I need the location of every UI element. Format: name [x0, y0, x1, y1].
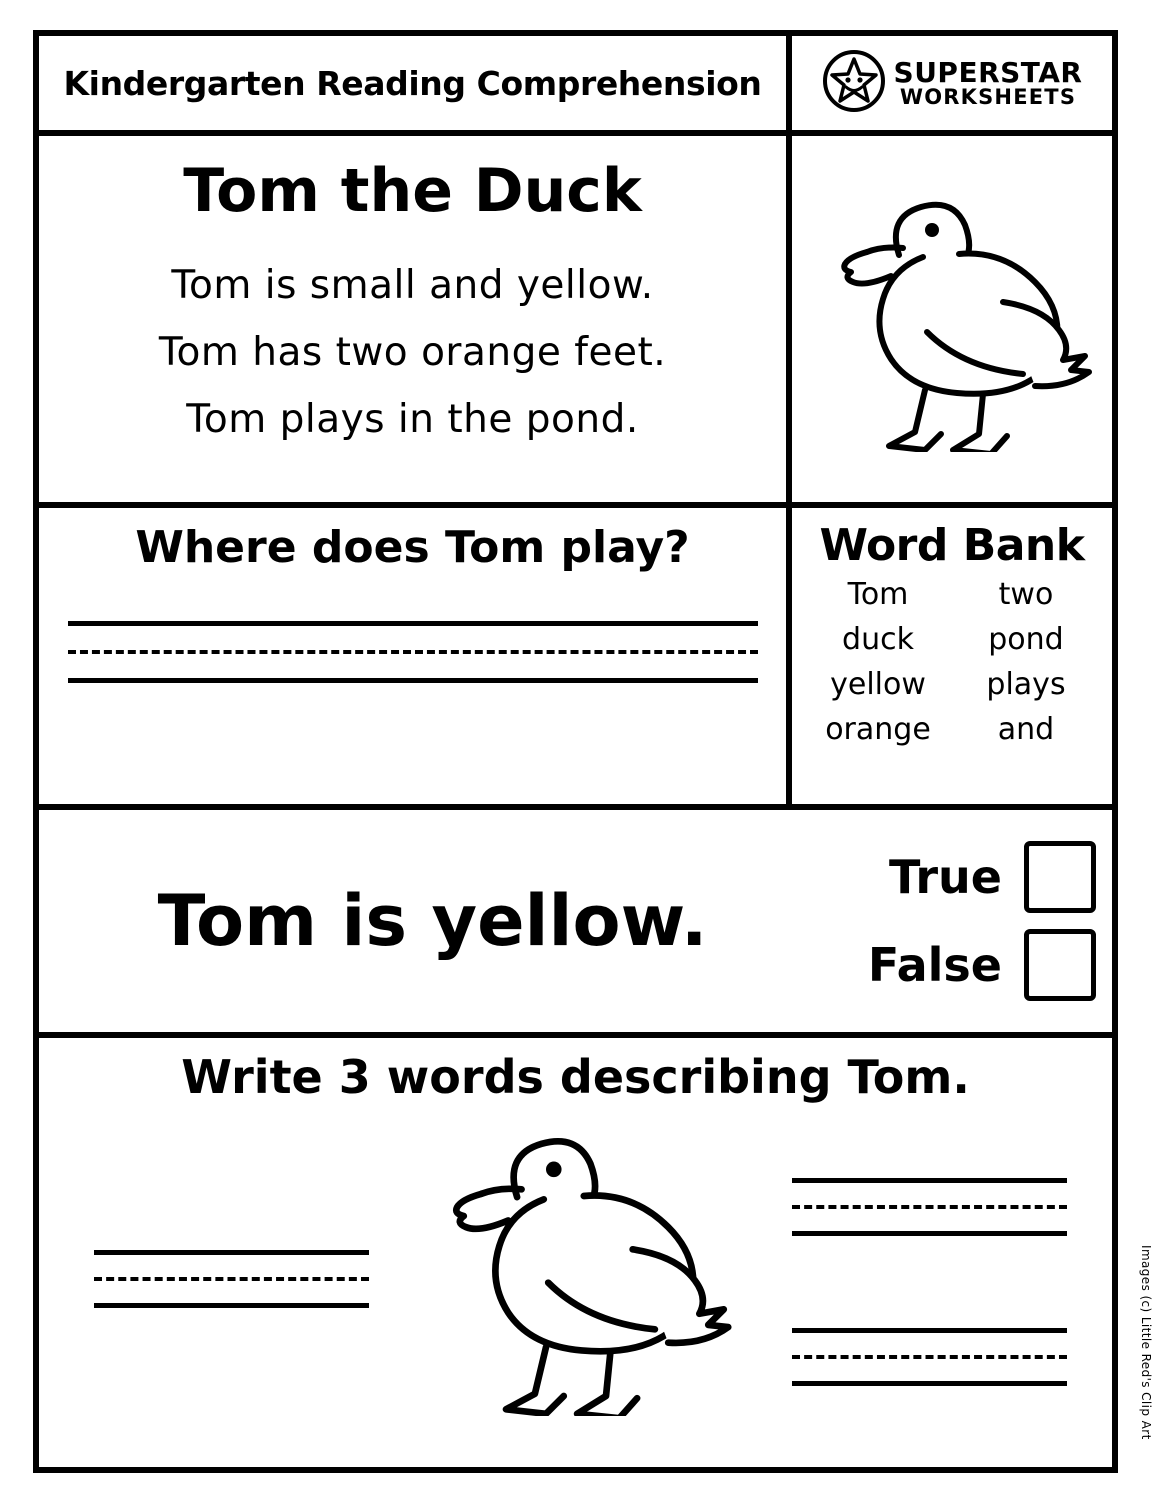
word-bank-item: two — [998, 577, 1054, 612]
word-bank-item: yellow — [830, 667, 926, 702]
writing-line-mid — [94, 1277, 369, 1281]
true-label: True — [889, 850, 1002, 904]
writing-line-bottom — [68, 678, 758, 683]
story-title: Tom the Duck — [183, 156, 642, 226]
describing-word-lines-right-bottom[interactable] — [792, 1328, 1067, 1386]
true-false-options — [806, 841, 1096, 1001]
writing-line-mid — [792, 1355, 1067, 1359]
true-option-row[interactable] — [806, 841, 1096, 913]
write-words-section — [39, 1038, 1112, 1463]
writing-line-top — [68, 621, 758, 626]
page-title: Kindergarten Reading Comprehension — [63, 63, 762, 103]
brand-logo — [792, 36, 1112, 130]
question-cell — [39, 508, 792, 804]
describing-word-lines-left[interactable] — [94, 1250, 369, 1308]
word-bank-item: and — [997, 712, 1055, 747]
story-text-cell — [39, 136, 792, 502]
brand-name-line1: SUPERSTAR — [893, 55, 1083, 89]
true-false-section — [39, 810, 1112, 1038]
word-bank-item: pond — [988, 622, 1064, 657]
answer-writing-lines[interactable] — [68, 621, 758, 683]
word-bank-title: Word Bank — [819, 520, 1085, 571]
writing-line-top — [792, 1328, 1067, 1333]
true-checkbox[interactable] — [1024, 841, 1096, 913]
false-checkbox[interactable] — [1024, 929, 1096, 1001]
story-line-2: Tom has two orange feet. — [158, 330, 667, 376]
writing-line-bottom — [792, 1231, 1067, 1236]
header-title-cell — [39, 36, 792, 130]
write-words-prompt: Write 3 words describing Tom. — [181, 1050, 970, 1104]
brand-name-line2: WORKSHEETS — [899, 84, 1077, 109]
writing-line-top — [94, 1250, 369, 1255]
image-credit: Images (c) Little Red's Clip Art — [1139, 1245, 1153, 1440]
worksheet-header — [39, 36, 1112, 136]
false-label: False — [867, 938, 1002, 992]
word-bank-item: plays — [986, 667, 1066, 702]
question-prompt: Where does Tom play? — [135, 522, 690, 573]
write-duck-illustration-icon — [411, 1116, 741, 1420]
word-bank-item: Tom — [847, 577, 909, 612]
word-bank-list — [792, 577, 1112, 747]
writing-line-top — [792, 1178, 1067, 1183]
word-bank-item: orange — [825, 712, 931, 747]
writing-line-mid — [68, 650, 758, 654]
writing-line-bottom — [94, 1303, 369, 1308]
story-image-cell — [792, 136, 1112, 502]
question-section — [39, 508, 1112, 810]
false-option-row[interactable] — [806, 929, 1096, 1001]
worksheet-page — [33, 30, 1118, 1473]
writing-line-mid — [792, 1205, 1067, 1209]
word-bank — [792, 508, 1112, 804]
story-section — [39, 136, 1112, 508]
duck-illustration-icon — [807, 182, 1097, 456]
writing-line-bottom — [792, 1381, 1067, 1386]
story-line-1: Tom is small and yellow. — [171, 263, 654, 308]
star-badge-icon — [822, 49, 886, 117]
word-bank-item: duck — [842, 622, 914, 657]
true-false-statement: Tom is yellow. — [157, 880, 708, 962]
describing-word-lines-right-top[interactable] — [792, 1178, 1067, 1236]
story-line-3: Tom plays in the pond. — [186, 397, 639, 443]
